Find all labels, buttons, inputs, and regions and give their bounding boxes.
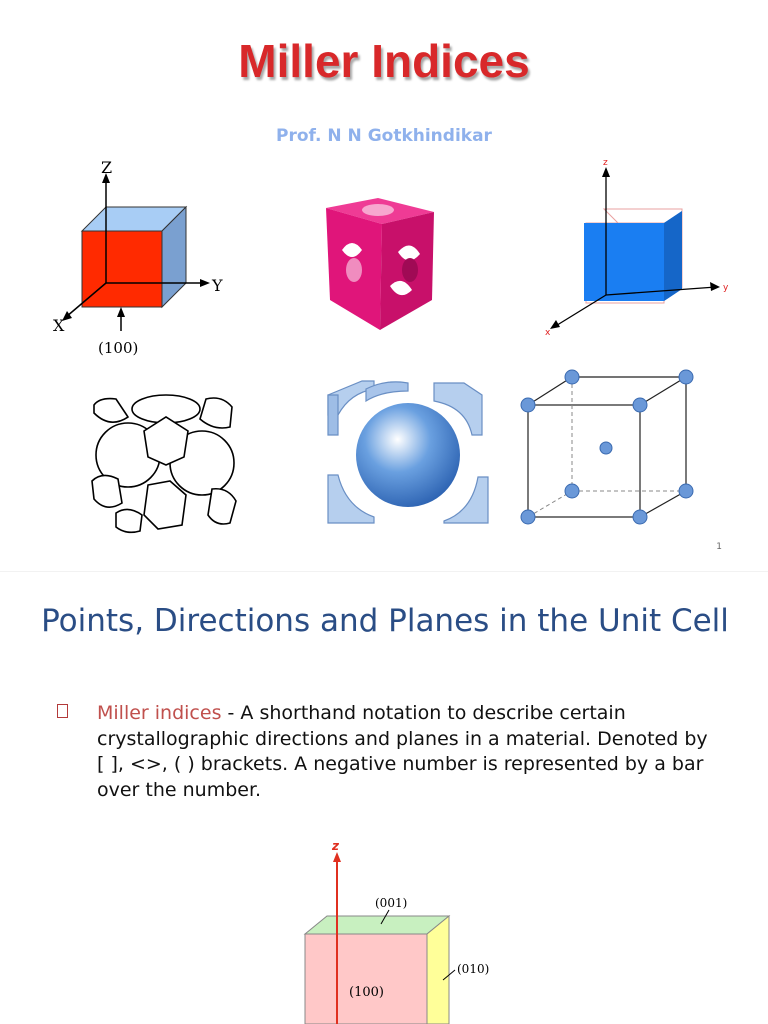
term-miller-indices: Miller indices (97, 702, 222, 724)
bullet-text (97, 701, 717, 803)
slide-2 (0, 572, 768, 1024)
slide-title: Miller Indices (238, 35, 530, 87)
axis-z-label: Z (101, 158, 113, 177)
slide-title: Points, Directions and Planes in the Unit Cell (41, 603, 729, 639)
cube-100-plane-figure (48, 155, 238, 360)
axis-x-label: X (53, 316, 65, 335)
plane-label: (100) (98, 339, 139, 357)
box-glyph-icon (57, 704, 68, 718)
bcc-wireframe-cube-figure (512, 365, 702, 530)
bcc-sphere-model-figure (322, 375, 490, 525)
cube-inclined-plane-figure (540, 155, 740, 340)
cube-planes-figure (295, 836, 505, 1024)
page-number: 1 (716, 542, 722, 552)
magenta-porous-cube-figure (318, 190, 448, 335)
axis-y-label: y (723, 283, 729, 293)
definition-text: - A shorthand notation to describe certain crystallographic directions and planes in a material. Denoted by [ ], <>, ( ) brackets. A negative number is represented by a bar over the number. (97, 702, 708, 801)
plane-001-label: (001) (375, 896, 408, 910)
fcc-line-drawing-figure (88, 385, 240, 537)
axis-x-label: x (545, 328, 551, 338)
author-name: Prof. N N Gotkhindikar (276, 126, 492, 146)
axis-z-label: z (332, 839, 339, 853)
plane-010-label: (010) (457, 962, 490, 976)
plane-100-label: (100) (349, 985, 384, 1000)
axis-y-label: Y (212, 276, 223, 295)
axis-z-label: z (603, 158, 608, 168)
